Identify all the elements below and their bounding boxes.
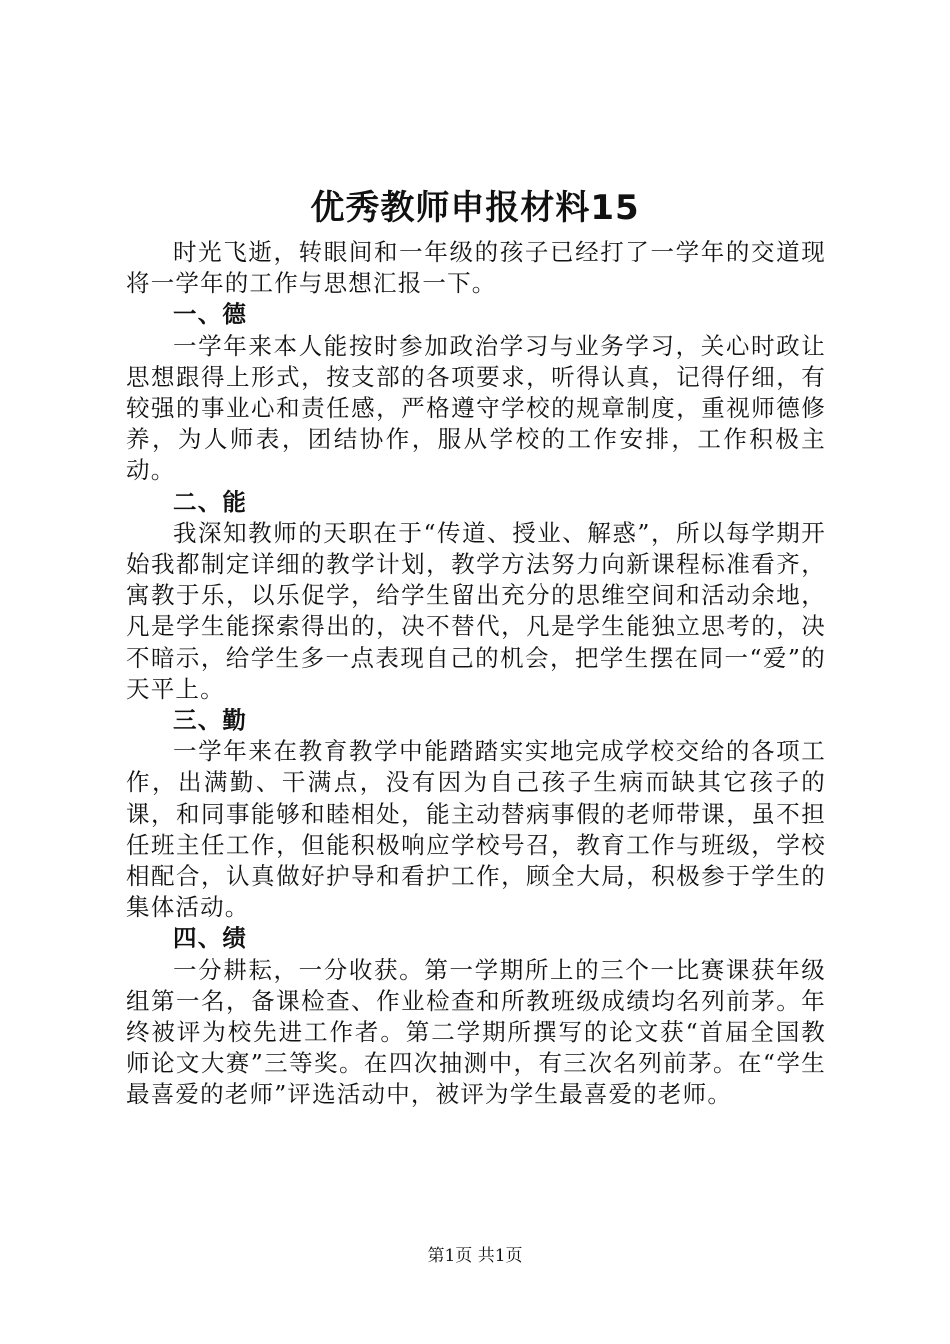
- page-footer: 第1页 共1页: [427, 1246, 523, 1266]
- intro-paragraph: 时光飞逝，转眼间和一年级的孩子已经打了一学年的交道现将一学年的工作与思想汇报一下。: [126, 238, 826, 298]
- section-heading-de: 一、德: [173, 300, 248, 329]
- section-heading-qin: 三、勤: [173, 706, 248, 735]
- section-paragraph-de: 一学年来本人能按时参加政治学习与业务学习，关心时政让思想跟得上形式，按支部的各项要求，听得认真，记得仔细，有较强的事业心和责任感，严格遵守学校的规章制度，重视师德修养，为人师表，团结协作，服从学校的工作安排，工作积极主动。: [126, 331, 826, 485]
- section-heading-ji: 四、绩: [173, 924, 248, 953]
- section-paragraph-neng: 我深知教师的天职在于“传道、授业、解惑”，所以每学期开始我都制定详细的教学计划，教学方法努力向新课程标准看齐，寓教于乐，以乐促学，给学生留出充分的思维空间和活动余地，凡是学生能探索得出的，决不替代，凡是学生能独立思考的，决不暗示，给学生多一点表现自己的机会，把学生摆在同一“爱”的天平上。: [126, 518, 826, 703]
- section-paragraph-ji: 一分耕耘，一分收获。第一学期所上的三个一比赛课获年级组第一名，备课检查、作业检查和所教班级成绩均名列前茅。年终被评为校先进工作者。第二学期所撰写的论文获“首届全国教师论文大赛”三等奖。在四次抽测中，有三次名列前茅。在“学生最喜爱的老师”评选活动中，被评为学生最喜爱的老师。: [126, 955, 826, 1109]
- section-paragraph-qin: 一学年来在教育教学中能踏踏实实地完成学校交给的各项工作，出满勤、干满点，没有因为自己孩子生病而缺其它孩子的课，和同事能够和睦相处，能主动替病事假的老师带课，虽不担任班主任工作，但能积极响应学校号召，教育工作与班级，学校相配合，认真做好护导和看护工作，顾全大局，积极参于学生的集体活动。: [126, 737, 826, 922]
- document-title: 优秀教师申报材料15: [310, 188, 640, 228]
- document-body: [126, 237, 826, 1111]
- section-heading-neng: 二、能: [173, 487, 248, 516]
